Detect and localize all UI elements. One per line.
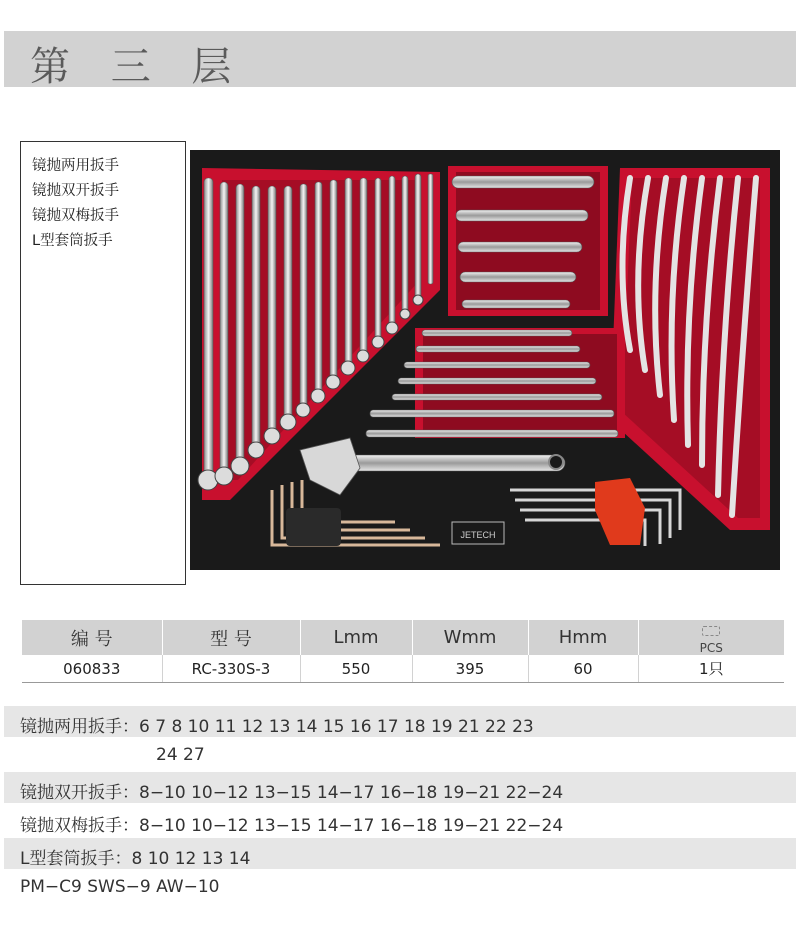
detail-text: L型套筒扳手：8 10 12 13 14 bbox=[20, 849, 251, 869]
detail-text: 镜抛两用扳手：6 7 8 10 11 12 13 14 15 16 17 18 19 21 22 23 bbox=[20, 717, 534, 737]
col-header-height: Hmm bbox=[528, 620, 638, 655]
cell-model: RC-330S-3 bbox=[162, 655, 300, 683]
tool-list-item: 镜抛两用扳手 bbox=[32, 158, 119, 174]
detail-row bbox=[4, 805, 796, 836]
detail-row bbox=[4, 739, 796, 770]
spec-data-row bbox=[22, 655, 784, 683]
detail-row bbox=[4, 772, 796, 803]
detail-row bbox=[4, 838, 796, 869]
col-header-model: 型 号 bbox=[162, 620, 300, 655]
cell-width: 395 bbox=[412, 655, 528, 683]
hex-key-holder-left bbox=[286, 508, 341, 546]
cell-length: 550 bbox=[300, 655, 412, 683]
col-header-code: 编 号 bbox=[22, 620, 162, 655]
col-header-length: Lmm bbox=[300, 620, 412, 655]
tool-list-item: 镜抛双梅扳手 bbox=[32, 208, 119, 224]
detail-text: 镜抛双梅扳手：8−10 10−12 13−15 14−17 16−18 19−21 22−24 bbox=[20, 816, 564, 836]
detail-row bbox=[4, 706, 796, 737]
brand-badge-text: JETECH bbox=[460, 530, 496, 540]
foam-top-inner bbox=[456, 172, 600, 310]
detail-text: PM−C9 SWS−9 AW−10 bbox=[20, 877, 220, 897]
box-icon bbox=[702, 626, 720, 636]
detail-text: 镜抛双开扳手：8−10 10−12 13−15 14−17 16−18 19−21 22−24 bbox=[20, 783, 564, 803]
col-header-pcs bbox=[638, 620, 784, 655]
col-header-width: Wmm bbox=[412, 620, 528, 655]
tool-list-item: 镜抛双开扳手 bbox=[32, 183, 119, 199]
detail-text: 24 27 bbox=[156, 745, 205, 765]
page-title: 第 三 层 bbox=[30, 44, 246, 90]
spec-header-row bbox=[22, 620, 784, 655]
tool-list-item: L型套筒扳手 bbox=[32, 233, 113, 249]
cell-height: 60 bbox=[528, 655, 638, 683]
tool-list-box bbox=[20, 141, 186, 585]
header-bar bbox=[4, 31, 796, 90]
cell-pcs: 1只 bbox=[638, 655, 784, 683]
detail-row bbox=[4, 871, 796, 902]
product-photo bbox=[190, 150, 780, 570]
spec-table bbox=[22, 620, 784, 683]
cell-code: 060833 bbox=[22, 655, 162, 683]
pcs-label: PCS bbox=[699, 641, 723, 655]
